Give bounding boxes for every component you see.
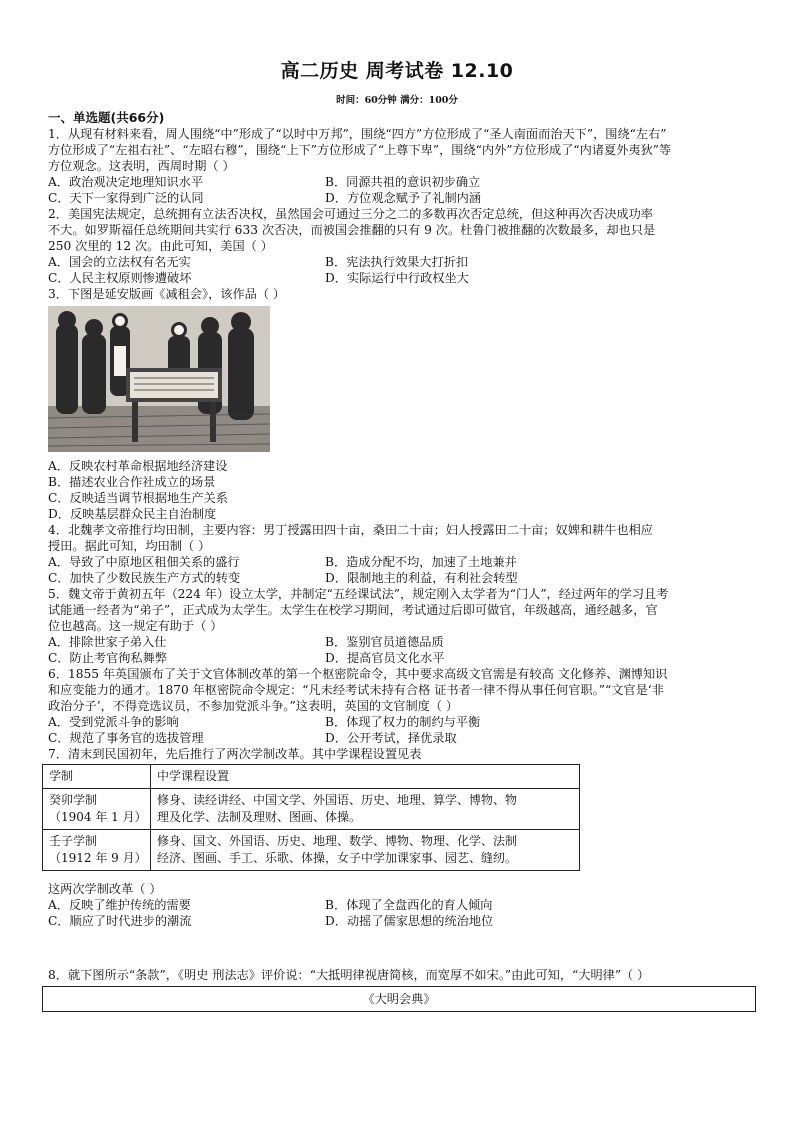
q3-stem: 3．下图是延安版画《减租会》，该作品（ ） <box>48 287 286 301</box>
q5-options-row <box>48 650 748 666</box>
q6-option-c[interactable]: C．规范了事务官的选拔管理 <box>48 731 204 745</box>
q1-stem-line: 1．从现有材料来看，周人围绕“中”形成了“以时中万邦”，围绕“四方”方位形成了“圣人南面而治天下”，围绕“左右” <box>48 127 667 141</box>
q4-option-c[interactable]: C．加快了少数民族生产方式的转变 <box>48 571 241 585</box>
q2-options-row <box>48 270 748 286</box>
q5-option-b[interactable]: B．鉴别官员道德品质 <box>325 635 444 649</box>
q2-option-c[interactable]: C．人民主权原则惨遭破坏 <box>48 271 192 285</box>
q7-option-b[interactable]: B．体现了全盘西化的育人倾向 <box>325 898 493 912</box>
q1-stem-line: 方位形成了“左祖右社”、“左昭右穆”，围绕“上下”方位形成了“上尊下卑”，围绕“内外”方位形成了“内诸夏外夷狄”等 <box>48 143 672 157</box>
q3-option-b[interactable]: B．描述农业合作社成立的场景 <box>48 475 216 489</box>
table-header-cell: 中学课程设置 <box>151 765 580 789</box>
exam-content <box>48 110 748 1012</box>
courses-line: 理及化学、法制及理财、图画、体操。 <box>157 810 362 824</box>
q6-options-row <box>48 714 748 730</box>
curriculum-table <box>42 764 580 871</box>
q1-options-row <box>48 190 748 206</box>
q1-option-d[interactable]: D．方位观念赋予了礼制内涵 <box>325 191 482 205</box>
q3-option-d[interactable]: D．反映基层群众民主自治制度 <box>48 507 217 521</box>
table-header-cell: 学制 <box>43 765 151 789</box>
system-name: 壬子学制 <box>49 834 98 848</box>
courses-line: 修身、国文、外国语、历史、地理、数学、博物、物理、化学、法制 <box>157 834 518 848</box>
system-date: （1904 年 1 月） <box>49 810 147 824</box>
q2-option-d[interactable]: D．实际运行中行政权坐大 <box>325 271 469 285</box>
table-cell-courses <box>151 830 580 871</box>
q4-options-row <box>48 570 748 586</box>
table-row <box>43 830 580 871</box>
q2-stem-line: 2．美国宪法规定，总统拥有立法否决权，虽然国会可通过三分之二的多数再次否定总统，但这种再次否决成功率 <box>48 207 653 221</box>
q4-option-b[interactable]: B．造成分配不均，加速了土地兼并 <box>325 555 517 569</box>
q7-option-a[interactable]: A．反映了维护传统的需要 <box>48 898 191 912</box>
q5-options-row <box>48 634 748 650</box>
courses-line: 修身、读经讲经、中国文学、外国语、历史、地理、算学、博物、物 <box>157 793 518 807</box>
q3-option-c[interactable]: C．反映适当调节根据地生产关系 <box>48 491 228 505</box>
page-title: 高二历史 周考试卷 12.10 <box>280 60 514 82</box>
da-ming-huidian-box: 《大明会典》 <box>42 986 756 1012</box>
q6-stem-line: 和应变能力的通才。1870 年枢密院命令规定：“凡未经考试未持有合格 证书者一律不得从事任何官职。”“文官是‘非 <box>48 683 664 697</box>
q2-option-a[interactable]: A．国会的立法权有名无实 <box>48 255 191 269</box>
q1-option-b[interactable]: B．同源共祖的意识初步确立 <box>325 175 481 189</box>
q1-stem-line: 方位观念。这表明，西周时期（ ） <box>48 159 235 173</box>
system-date: （1912 年 9 月） <box>49 851 147 865</box>
q7-after-stem: 这两次学制改革（ ） <box>48 882 162 896</box>
table-cell-system <box>43 789 151 830</box>
q7-options-row <box>48 897 748 913</box>
q4-stem-line: 授田。据此可知，均田制（ ） <box>48 539 211 553</box>
q6-options-row <box>48 730 748 746</box>
q7-stem: 7．清末到民国初年，先后推行了两次学制改革。其中学课程设置见表 <box>48 747 422 761</box>
table-cell-courses <box>151 789 580 830</box>
q8-stem: 8．就下图所示“条款”，《明史 刑法志》评价说：“大抵明律视唐简核，而宽厚不如宋。”由此可知，“大明律”（ ） <box>48 968 650 982</box>
q6-option-b[interactable]: B．体现了权力的制约与平衡 <box>325 715 481 729</box>
q4-options-row <box>48 554 748 570</box>
table-header-row <box>43 765 580 789</box>
table-cell-system <box>43 830 151 871</box>
q7-options-row <box>48 913 748 929</box>
q7-option-c[interactable]: C．顺应了时代进步的潮流 <box>48 914 192 928</box>
q6-stem-line: 政治分子’，不得竞选议员，不参加党派斗争。”这表明，英国的文官制度（ ） <box>48 699 459 713</box>
q5-option-c[interactable]: C．防止考官徇私舞弊 <box>48 651 168 665</box>
q4-option-a[interactable]: A．导致了中原地区租佃关系的盛行 <box>48 555 240 569</box>
q5-stem-line: 试能通一经者为“弟子”，正式成为太学生。太学生在校学习期间，考试通过后即可做官，年级越高，通经越多，官 <box>48 603 658 617</box>
courses-line: 经济、图画、手工、乐歌、体操，女子中学加课家事、园艺、缝纫。 <box>157 851 518 865</box>
q2-stem-line: 不大。如罗斯福任总统期间共实行 633 次否决，而被国会推翻的只有 9 次。杜鲁门被推翻的次数最多，却也只是 <box>48 223 656 237</box>
q6-option-a[interactable]: A．受到党派斗争的影响 <box>48 715 179 729</box>
q1-option-c[interactable]: C．天下一家得到广泛的认同 <box>48 191 204 205</box>
q5-stem-line: 位也越高。这一规定有助于（ ） <box>48 619 223 633</box>
section-heading: 一、单选题(共66分) <box>48 110 165 125</box>
q5-option-d[interactable]: D．提高官员文化水平 <box>325 651 445 665</box>
q1-options-row <box>48 174 748 190</box>
q1-option-a[interactable]: A．政治观决定地理知识水平 <box>48 175 204 189</box>
q6-option-d[interactable]: D．公开考试，择优录取 <box>325 731 457 745</box>
woodcut-image <box>48 306 270 452</box>
q5-option-a[interactable]: A．排除世家子弟入仕 <box>48 635 167 649</box>
q7-option-d[interactable]: D．动摇了儒家思想的统治地位 <box>325 914 494 928</box>
q4-stem-line: 4．北魏孝文帝推行均田制，主要内容：男丁授露田四十亩，桑田二十亩；妇人授露田二十亩；奴婢和耕牛也相应 <box>48 523 653 537</box>
woodcut-illustration <box>48 306 270 452</box>
q2-stem-line: 250 次里的 12 次。由此可知，美国（ ） <box>48 239 273 253</box>
q3-option-a[interactable]: A．反映农村革命根据地经济建设 <box>48 459 228 473</box>
table-row <box>43 789 580 830</box>
q2-option-b[interactable]: B．宪法执行效果大打折扣 <box>325 255 469 269</box>
q6-stem-line: 6．1855 年英国颁布了关于文官体制改革的第一个枢密院命令，其中要求高级文官需是有较高 文化修养、渊博知识 <box>48 667 668 681</box>
q4-option-d[interactable]: D．限制地主的利益，有利社会转型 <box>325 571 518 585</box>
q5-stem-line: 5．魏文帝于黄初五年（224 年）设立太学，并制定“五经课试法”，规定刚入太学者为“门人”，经过两年的学习且考 <box>48 587 669 601</box>
system-name: 癸卯学制 <box>49 793 98 807</box>
q2-options-row <box>48 254 748 270</box>
spacer <box>48 929 748 967</box>
exam-info: 时间：60分钟 满分：100分 <box>336 95 458 106</box>
